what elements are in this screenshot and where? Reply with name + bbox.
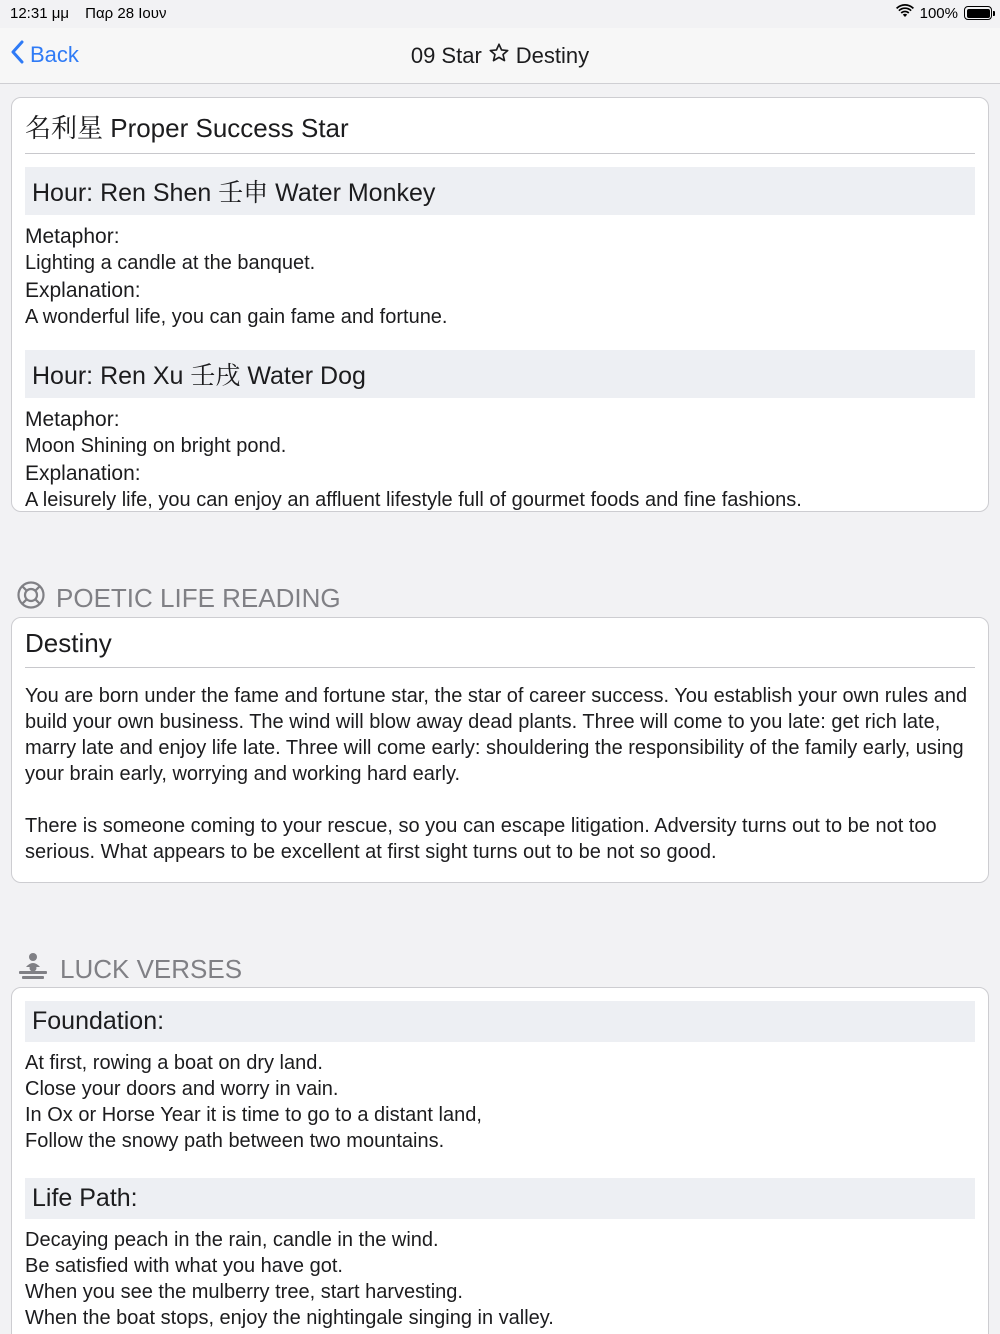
poetic-section-header [16, 580, 341, 617]
explanation-label: Explanation: [25, 279, 141, 302]
battery-percent: 100% [919, 4, 958, 22]
hour-heading: Hour: Ren Shen 壬申 Water Monkey [25, 167, 975, 215]
verse-line: When you see the mulberry tree, start harvesting. [25, 1281, 463, 1303]
star-card-title: 名利星 Proper Success Star [25, 98, 975, 154]
poetic-paragraph: You are born under the fame and fortune star, the star of career success. You establish your own rules and build your own business. The wind will blow away dead plants. Three will come to you late: get rich late, marry late and enjoy life late. Three will come early: shouldering the responsibility of the family early, using your brain early, worrying and working hard early. [25, 685, 968, 785]
poetic-card-title: Destiny [25, 618, 975, 668]
status-date: Παρ 28 Ιουν [85, 5, 167, 22]
hour-heading: Hour: Ren Xu 壬戌 Water Dog [25, 350, 975, 398]
back-label: Back [30, 42, 79, 67]
status-bar [0, 0, 1000, 28]
status-left [10, 5, 178, 22]
verse-line: In Ox or Horse Year it is time to go to a distant land, [25, 1104, 482, 1126]
status-right [896, 4, 992, 22]
verse-heading: Foundation: [25, 1001, 975, 1042]
poetic-card [11, 617, 989, 883]
poetic-paragraph: There is someone coming to your rescue, so you can escape litigation. Adversity turns out to be not too serious. What appears to be excellent at first sight turns out to be not so good. [25, 815, 937, 863]
metaphor-text: Lighting a candle at the banquet. [25, 252, 316, 274]
explanation-text: A wonderful life, you can gain fame and fortune. [25, 306, 448, 328]
title-left: 09 Star [410, 43, 482, 68]
verse-line: At first, rowing a boat on dry land. [25, 1052, 323, 1074]
luck-section-title: LUCK VERSES [60, 954, 243, 984]
status-time: 12:31 μμ [10, 5, 69, 22]
poetic-section-title: POETIC LIFE READING [56, 583, 341, 613]
luck-section-header [16, 951, 242, 988]
luck-card [11, 987, 989, 1334]
lifebuoy-icon [16, 580, 46, 617]
navigation-bar [0, 28, 1000, 84]
verse-line: Be satisfied with what you have got. [25, 1255, 343, 1277]
verse-line: Close your doors and worry in vain. [25, 1078, 339, 1100]
battery-icon [964, 6, 992, 20]
page-title [0, 42, 1000, 70]
metaphor-label: Metaphor: [25, 225, 120, 248]
star-icon [488, 42, 510, 70]
verse-line: Follow the snowy path between two mountains. [25, 1130, 445, 1152]
verse-line: Decaying peach in the rain, candle in the wind. [25, 1229, 439, 1251]
verse-heading: Life Path: [25, 1178, 975, 1219]
metaphor-text: Moon Shining on bright pond. [25, 435, 287, 457]
explanation-text: A leisurely life, you can enjoy an affluent lifestyle full of gourmet foods and fine fashions. [25, 489, 802, 511]
verse-line: When the boat stops, enjoy the nightingale singing in valley. [25, 1307, 554, 1329]
star-card [11, 97, 989, 512]
fortune-teller-icon [16, 951, 50, 988]
title-right: Destiny [515, 43, 590, 68]
wifi-icon [896, 4, 914, 22]
metaphor-label: Metaphor: [25, 408, 120, 431]
explanation-label: Explanation: [25, 462, 141, 485]
